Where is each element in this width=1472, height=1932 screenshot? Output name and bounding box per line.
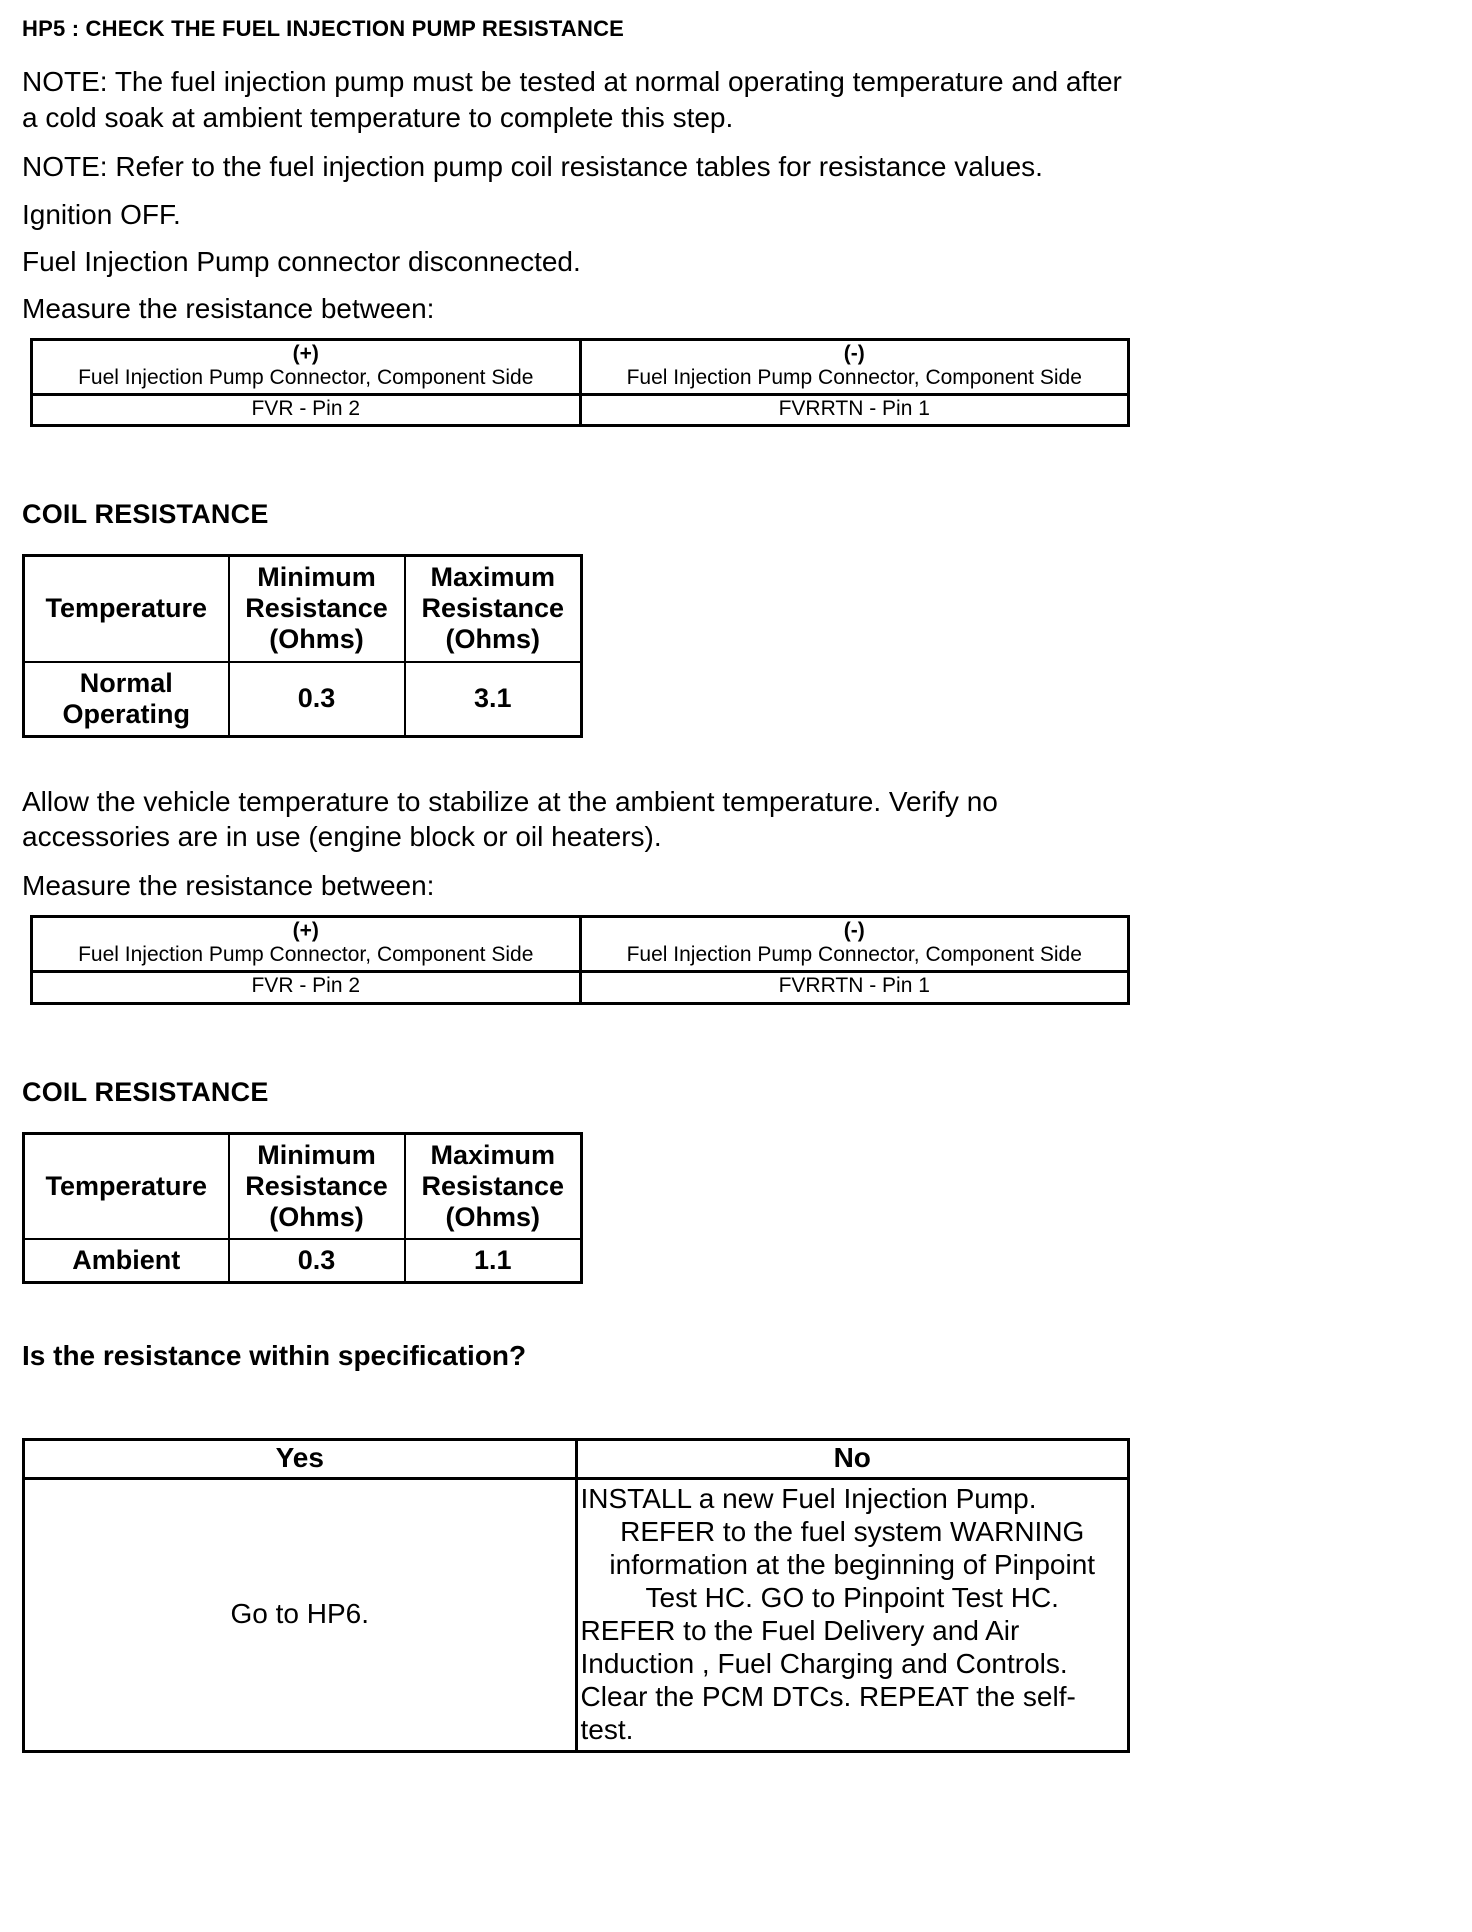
- measure-table-1-header-row: [32, 339, 1129, 394]
- no-action-refer-fuel-delivery: REFER to the Fuel Delivery and Air Induction , Fuel Charging and Controls.: [580, 1614, 1068, 1679]
- temperature-header-cell: Temperature: [24, 556, 229, 662]
- coil-resistance-heading-1: COIL RESISTANCE: [22, 499, 269, 530]
- positive-pin-cell: FVR - Pin 2: [32, 972, 581, 1003]
- no-header-cell: No: [576, 1439, 1129, 1478]
- no-action-install: INSTALL a new Fuel Injection Pump.: [580, 1482, 1037, 1514]
- min-resistance-header-cell: Minimum Resistance (Ohms): [229, 556, 405, 662]
- coil-table-normal-header-row: [24, 556, 582, 662]
- yes-header-cell: Yes: [24, 1439, 577, 1478]
- negative-pin-cell: FVRRTN - Pin 1: [580, 395, 1129, 426]
- negative-header-cell: [580, 339, 1129, 394]
- ignition-off-line: Ignition OFF.: [22, 199, 181, 231]
- min-resistance-header-cell: Minimum Resistance (Ohms): [229, 1133, 405, 1239]
- measure-resistance-line-1: Measure the resistance between:: [22, 293, 435, 325]
- connector-disconnected-line: Fuel Injection Pump connector disconnected.: [22, 246, 581, 278]
- negative-sign: (-): [843, 919, 865, 943]
- coil-table-normal-data-row: [24, 662, 582, 737]
- temperature-value-cell: Ambient: [24, 1239, 229, 1283]
- page-title: HP5 : CHECK THE FUEL INJECTION PUMP RESISTANCE: [22, 16, 625, 41]
- coil-resistance-table-normal: [22, 554, 583, 737]
- answer-table-header-row: [24, 1439, 1129, 1478]
- yes-action-cell: Go to HP6.: [24, 1478, 577, 1751]
- yes-no-answer-table: [22, 1438, 1130, 1753]
- min-resistance-value-cell: 0.3: [229, 1239, 405, 1283]
- answer-table-body-row: [24, 1478, 1129, 1751]
- max-resistance-value-cell: 3.1: [405, 662, 582, 737]
- negative-connector-label: Fuel Injection Pump Connector, Component Side: [626, 366, 1082, 390]
- coil-table-ambient-data-row: [24, 1239, 582, 1283]
- positive-pin-cell: FVR - Pin 2: [32, 395, 581, 426]
- coil-resistance-heading-2: COIL RESISTANCE: [22, 1076, 269, 1107]
- negative-pin-cell: FVRRTN - Pin 1: [580, 972, 1129, 1003]
- positive-connector-label: Fuel Injection Pump Connector, Component Side: [78, 943, 534, 967]
- measure-table-1-pin-row: [32, 395, 1129, 426]
- stabilize-paragraph: Allow the vehicle temperature to stabilize at the ambient temperature. Verify no accessories are in use (engine block or oil heaters).: [22, 785, 998, 853]
- note-operating-temp: NOTE: The fuel injection pump must be tested at normal operating temperature and after a cold soak at ambient temperature to complete this step.: [22, 66, 1122, 133]
- no-action-clear-dtcs: Clear the PCM DTCs. REPEAT the self-test.: [580, 1680, 1076, 1745]
- negative-connector-label: Fuel Injection Pump Connector, Component Side: [626, 943, 1082, 967]
- no-action-cell: [576, 1478, 1129, 1751]
- positive-header-cell: [32, 339, 581, 394]
- min-resistance-value-cell: 0.3: [229, 662, 405, 737]
- coil-resistance-table-ambient: [22, 1132, 583, 1284]
- measure-resistance-line-2: Measure the resistance between:: [22, 870, 435, 902]
- negative-header-cell: [580, 917, 1129, 972]
- positive-sign: (+): [292, 919, 319, 943]
- coil-table-ambient-header-row: [24, 1133, 582, 1239]
- max-resistance-header-cell: Maximum Resistance (Ohms): [405, 1133, 582, 1239]
- measure-table-1: [30, 338, 1130, 427]
- negative-sign: (-): [843, 341, 865, 365]
- max-resistance-value-cell: 1.1: [405, 1239, 582, 1283]
- temperature-header-cell: Temperature: [24, 1133, 229, 1239]
- temperature-value-cell: Normal Operating: [24, 662, 229, 737]
- positive-sign: (+): [292, 341, 319, 365]
- specification-question: Is the resistance within specification?: [22, 1339, 527, 1371]
- measure-table-2-pin-row: [32, 972, 1129, 1003]
- note-resistance-tables: NOTE: Refer to the fuel injection pump coil resistance tables for resistance values.: [22, 150, 1043, 182]
- no-action-refer-warning: REFER to the fuel system WARNING information at the beginning of Pinpoint Test HC. GO to Pinpoint Test HC.: [609, 1515, 1096, 1613]
- measure-table-2-header-row: [32, 917, 1129, 972]
- positive-connector-label: Fuel Injection Pump Connector, Component Side: [78, 366, 534, 390]
- measure-table-2: [30, 915, 1130, 1004]
- max-resistance-header-cell: Maximum Resistance (Ohms): [405, 556, 582, 662]
- positive-header-cell: [32, 917, 581, 972]
